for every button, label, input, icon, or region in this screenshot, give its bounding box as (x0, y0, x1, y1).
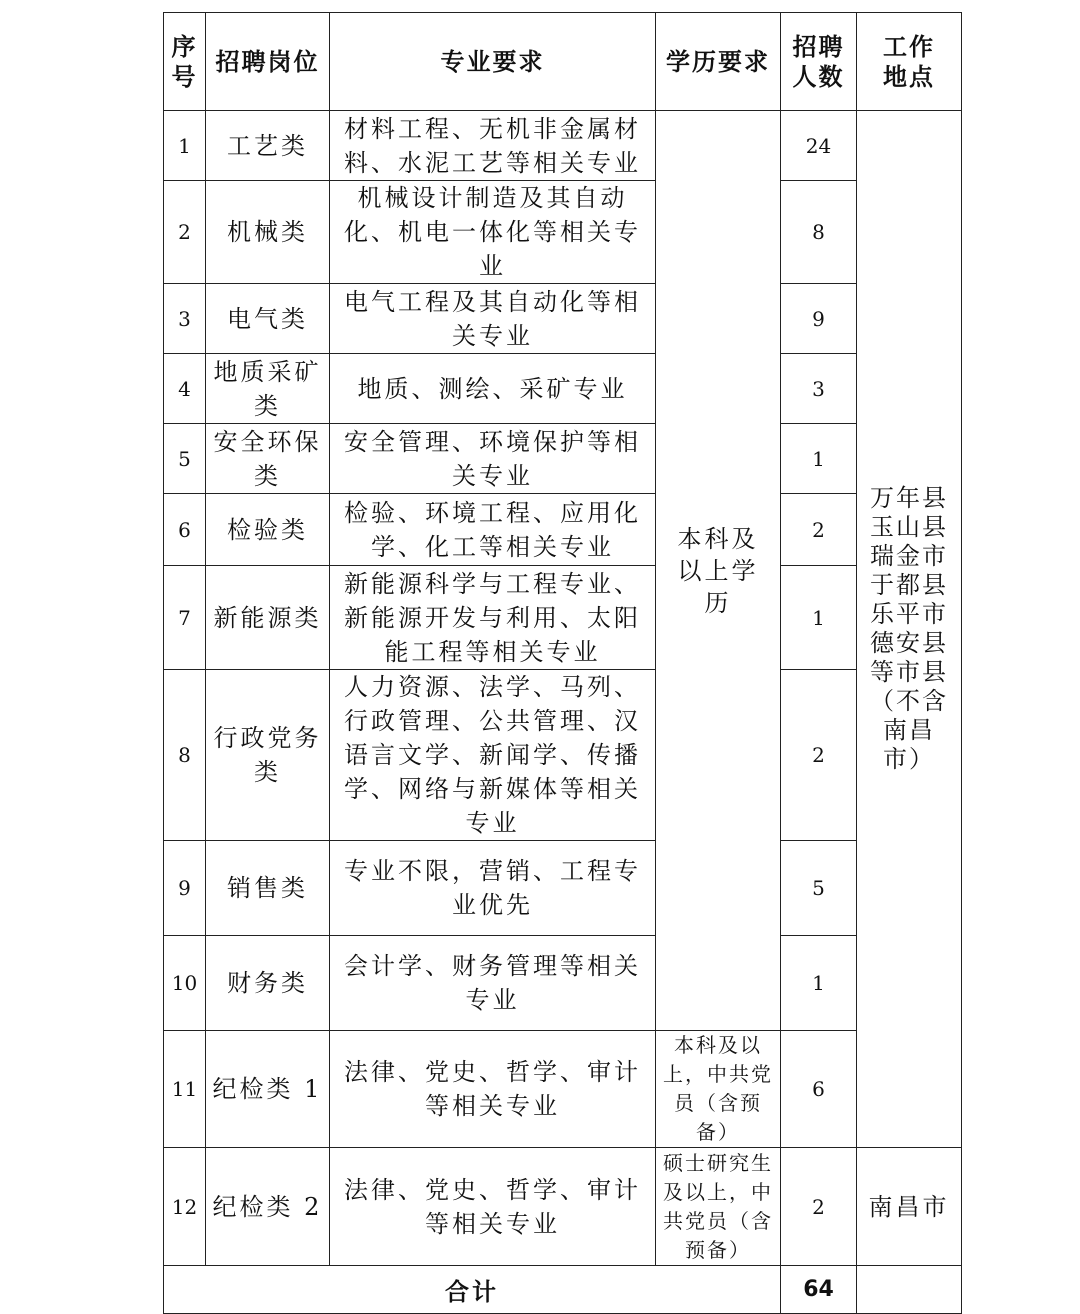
shared-location-cell: 万年县玉山县瑞金市于都县乐平市德安县等市县（不含南昌市） (857, 111, 962, 1148)
row-major: 新能源科学与工程专业、新能源开发与利用、太阳能工程等相关专业 (330, 566, 656, 670)
row-major: 电气工程及其自动化等相关专业 (330, 284, 656, 354)
row-count: 6 (781, 1031, 857, 1148)
row-seq: 3 (164, 284, 206, 354)
header-post: 招聘岗位 (206, 13, 330, 111)
row-education: 本科及以上，中共党员（含预备） (656, 1031, 781, 1148)
total-label: 合计 (164, 1266, 781, 1314)
row-seq: 8 (164, 670, 206, 841)
recruitment-table (163, 12, 962, 1314)
row-count: 2 (781, 494, 857, 566)
table-row (164, 670, 962, 841)
total-row (164, 1266, 962, 1314)
row-post: 安全环保类 (206, 424, 330, 494)
row-count: 3 (781, 354, 857, 424)
table-row (164, 1148, 962, 1266)
row-post: 工艺类 (206, 111, 330, 181)
table-row (164, 494, 962, 566)
row-post: 地质采矿类 (206, 354, 330, 424)
header-row (164, 13, 962, 111)
row-major: 人力资源、法学、马列、行政管理、公共管理、汉语言文学、新闻学、传播学、网络与新媒体等相关专业 (330, 670, 656, 841)
header-count: 招聘人数 (781, 13, 857, 111)
row-seq: 4 (164, 354, 206, 424)
row-major: 安全管理、环境保护等相关专业 (330, 424, 656, 494)
header-major: 专业要求 (330, 13, 656, 111)
row-seq: 11 (164, 1031, 206, 1148)
row-seq: 2 (164, 181, 206, 284)
total-empty-cell (857, 1266, 962, 1314)
row-seq: 9 (164, 841, 206, 936)
row-post: 检验类 (206, 494, 330, 566)
row-location: 南昌市 (857, 1148, 962, 1266)
total-value: 64 (781, 1266, 857, 1314)
row-post: 机械类 (206, 181, 330, 284)
row-seq: 1 (164, 111, 206, 181)
table-row (164, 936, 962, 1031)
table-row (164, 111, 962, 181)
header-location: 工作地点 (857, 13, 962, 111)
row-education: 硕士研究生及以上，中共党员（含预备） (656, 1148, 781, 1266)
row-post: 销售类 (206, 841, 330, 936)
row-post: 行政党务类 (206, 670, 330, 841)
header-seq: 序号 (164, 13, 206, 111)
table-row (164, 181, 962, 284)
row-count: 24 (781, 111, 857, 181)
row-major: 法律、党史、哲学、审计等相关专业 (330, 1031, 656, 1148)
row-post: 纪检类 1 (206, 1031, 330, 1148)
row-major: 会计学、财务管理等相关专业 (330, 936, 656, 1031)
row-count: 2 (781, 1148, 857, 1266)
table-row (164, 354, 962, 424)
row-major: 法律、党史、哲学、审计等相关专业 (330, 1148, 656, 1266)
row-major: 专业不限，营销、工程专业优先 (330, 841, 656, 936)
table-row (164, 841, 962, 936)
row-count: 9 (781, 284, 857, 354)
row-post: 财务类 (206, 936, 330, 1031)
row-major: 材料工程、无机非金属材料、水泥工艺等相关专业 (330, 111, 656, 181)
row-count: 1 (781, 936, 857, 1031)
row-count: 8 (781, 181, 857, 284)
row-seq: 6 (164, 494, 206, 566)
row-seq: 10 (164, 936, 206, 1031)
shared-education-cell: 本科及以上学历 (656, 111, 781, 1031)
row-count: 2 (781, 670, 857, 841)
row-post: 新能源类 (206, 566, 330, 670)
header-education: 学历要求 (656, 13, 781, 111)
row-post: 电气类 (206, 284, 330, 354)
table-row (164, 566, 962, 670)
row-seq: 12 (164, 1148, 206, 1266)
table-row (164, 424, 962, 494)
table-row (164, 284, 962, 354)
row-count: 5 (781, 841, 857, 936)
row-count: 1 (781, 424, 857, 494)
row-seq: 5 (164, 424, 206, 494)
row-major: 地质、测绘、采矿专业 (330, 354, 656, 424)
table-row (164, 1031, 962, 1148)
row-major: 检验、环境工程、应用化学、化工等相关专业 (330, 494, 656, 566)
row-major: 机械设计制造及其自动化、机电一体化等相关专业 (330, 181, 656, 284)
row-post: 纪检类 2 (206, 1148, 330, 1266)
row-count: 1 (781, 566, 857, 670)
row-seq: 7 (164, 566, 206, 670)
